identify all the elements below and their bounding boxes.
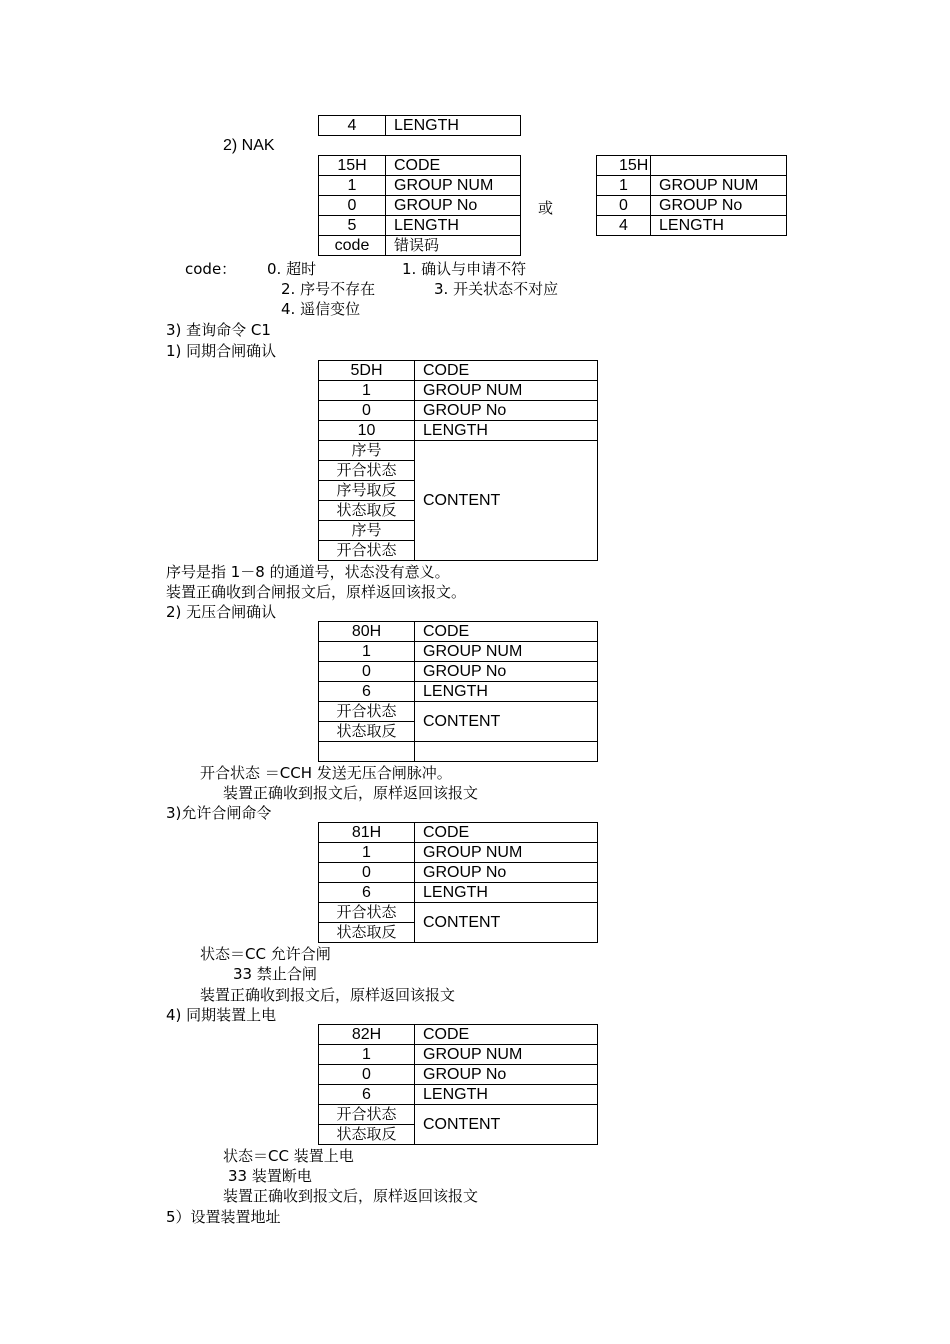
or-text: 或 <box>538 199 554 217</box>
table-cell: GROUP No <box>386 196 521 216</box>
section-heading-set-address: 5）设置装置地址 <box>166 1208 281 1226</box>
note-text: 装置正确收到报文后，原样返回该报文 <box>200 986 456 1004</box>
table-row <box>319 863 598 883</box>
table-row <box>319 1045 598 1065</box>
note-text: 状态＝CC 允许合闸 <box>200 945 331 963</box>
table-cell: CODE <box>415 823 598 843</box>
table-row <box>319 622 598 642</box>
table-cell: 10 <box>319 421 415 441</box>
table-row <box>319 216 521 236</box>
nak-table-b <box>596 155 787 236</box>
table-cell: 6 <box>319 682 415 702</box>
code-item: 4. 遥信变位 <box>281 300 361 318</box>
table-row <box>319 903 598 923</box>
table-cell: 1 <box>597 176 651 196</box>
nak-table-a <box>318 155 521 256</box>
sync-confirm-table <box>318 360 598 561</box>
table-row <box>319 176 521 196</box>
allow-close-table <box>318 822 598 943</box>
table-row <box>319 1025 598 1045</box>
table-row <box>319 361 598 381</box>
section-heading-novolt-confirm: 2) 无压合闸确认 <box>166 603 277 621</box>
note-text: 装置正确收到报文后，原样返回该报文 <box>223 784 479 802</box>
table-row <box>597 176 787 196</box>
note-text: 状态＝CC 装置上电 <box>223 1147 354 1165</box>
table-cell: 80H <box>319 622 415 642</box>
length-fragment-table <box>318 115 521 136</box>
table-cell: CODE <box>415 361 598 381</box>
table-cell: 4 <box>319 116 386 136</box>
novolt-confirm-table <box>318 621 598 762</box>
table-cell: LENGTH <box>651 216 787 236</box>
table-cell: GROUP No <box>651 196 787 216</box>
table-cell: 错误码 <box>386 236 521 256</box>
table-cell: CODE <box>415 1025 598 1045</box>
table-cell: 序号取反 <box>319 481 415 501</box>
table-row <box>319 843 598 863</box>
table-cell: 开合状态 <box>319 461 415 481</box>
table-row <box>319 642 598 662</box>
code-item: 0. 超时 <box>267 260 317 278</box>
table-row <box>319 196 521 216</box>
note-text: 装置正确收到报文后，原样返回该报文 <box>223 1187 479 1205</box>
table-cell: 1 <box>319 843 415 863</box>
table-cell: 状态取反 <box>319 722 415 742</box>
table-cell: LENGTH <box>415 421 598 441</box>
table-cell: code <box>319 236 386 256</box>
table-row <box>597 156 787 176</box>
table-cell: GROUP No <box>415 863 598 883</box>
table-cell: LENGTH <box>415 682 598 702</box>
table-cell: 开合状态 <box>319 702 415 722</box>
content-cell: CONTENT <box>415 903 598 943</box>
table-row <box>319 742 598 762</box>
code-item: 3. 开关状态不对应 <box>434 280 559 298</box>
table-cell: 1 <box>319 176 386 196</box>
section-heading-allow-close: 3)允许合闸命令 <box>166 804 272 822</box>
table-cell: 开合状态 <box>319 1105 415 1125</box>
table-cell <box>651 156 787 176</box>
power-on-table <box>318 1024 598 1145</box>
table-cell: 5DH <box>319 361 415 381</box>
table-row <box>319 441 598 461</box>
table-cell: 81H <box>319 823 415 843</box>
table-cell: 5 <box>319 216 386 236</box>
table-cell: 6 <box>319 1085 415 1105</box>
note-text: 装置正确收到合闸报文后，原样返回该报文。 <box>166 583 467 601</box>
table-row <box>319 702 598 722</box>
table-cell: 6 <box>319 883 415 903</box>
table-row <box>319 823 598 843</box>
table-row <box>319 421 598 441</box>
table-cell: 状态取反 <box>319 501 415 521</box>
table-cell: 序号 <box>319 441 415 461</box>
table-cell: 0 <box>597 196 651 216</box>
note-text: 33 装置断电 <box>228 1167 312 1185</box>
table-cell: GROUP NUM <box>415 1045 598 1065</box>
table-cell: CODE <box>386 156 521 176</box>
table-row <box>597 216 787 236</box>
table-cell: GROUP NUM <box>415 642 598 662</box>
table-row <box>597 196 787 216</box>
table-cell: 1 <box>319 381 415 401</box>
table-cell: 序号 <box>319 521 415 541</box>
table-cell: 0 <box>319 196 386 216</box>
table-row <box>319 1085 598 1105</box>
table-row <box>319 682 598 702</box>
table-row <box>319 401 598 421</box>
section-heading-nak: 2) NAK <box>223 137 275 154</box>
table-cell: GROUP No <box>415 401 598 421</box>
code-item: 1. 确认与申请不符 <box>402 260 527 278</box>
content-cell: CONTENT <box>415 1105 598 1145</box>
table-cell: LENGTH <box>415 1085 598 1105</box>
table-row <box>319 883 598 903</box>
table-cell: 开合状态 <box>319 903 415 923</box>
table-cell: 0 <box>319 662 415 682</box>
table-row <box>319 236 521 256</box>
note-text: 序号是指 1－8 的通道号，状态没有意义。 <box>166 563 450 581</box>
table-cell: 0 <box>319 863 415 883</box>
table-cell: 0 <box>319 1065 415 1085</box>
table-cell: 0 <box>319 401 415 421</box>
table-cell: 1 <box>319 1045 415 1065</box>
note-text: 33 禁止合闸 <box>233 965 317 983</box>
table-cell: 15H <box>319 156 386 176</box>
content-cell: CONTENT <box>415 441 598 561</box>
table-cell: GROUP NUM <box>415 843 598 863</box>
table-cell: 状态取反 <box>319 1125 415 1145</box>
table-cell: GROUP NUM <box>651 176 787 196</box>
table-cell: LENGTH <box>415 883 598 903</box>
code-item: 2. 序号不存在 <box>281 280 376 298</box>
table-cell: GROUP No <box>415 662 598 682</box>
note-text: 开合状态 ＝CCH 发送无压合闸脉冲。 <box>200 764 452 782</box>
table-cell: GROUP NUM <box>386 176 521 196</box>
table-cell: 1 <box>319 642 415 662</box>
table-cell: 15H <box>597 156 651 176</box>
section-heading-power-on: 4) 同期装置上电 <box>166 1006 277 1024</box>
table-cell: GROUP NUM <box>415 381 598 401</box>
table-row <box>319 116 521 136</box>
table-cell <box>319 742 415 762</box>
table-row <box>319 1105 598 1125</box>
table-cell: LENGTH <box>386 116 521 136</box>
table-cell: CODE <box>415 622 598 642</box>
table-cell: 4 <box>597 216 651 236</box>
code-label: code： <box>185 260 237 278</box>
section-heading-query: 3) 查询命令 C1 <box>166 321 271 339</box>
table-cell <box>415 742 598 762</box>
table-cell: GROUP No <box>415 1065 598 1085</box>
table-row <box>319 1065 598 1085</box>
table-cell: 82H <box>319 1025 415 1045</box>
section-heading-sync-confirm: 1) 同期合闸确认 <box>166 342 277 360</box>
table-cell: 状态取反 <box>319 923 415 943</box>
table-row <box>319 156 521 176</box>
table-cell: LENGTH <box>386 216 521 236</box>
table-row <box>319 381 598 401</box>
content-cell: CONTENT <box>415 702 598 742</box>
table-row <box>319 662 598 682</box>
table-cell: 开合状态 <box>319 541 415 561</box>
